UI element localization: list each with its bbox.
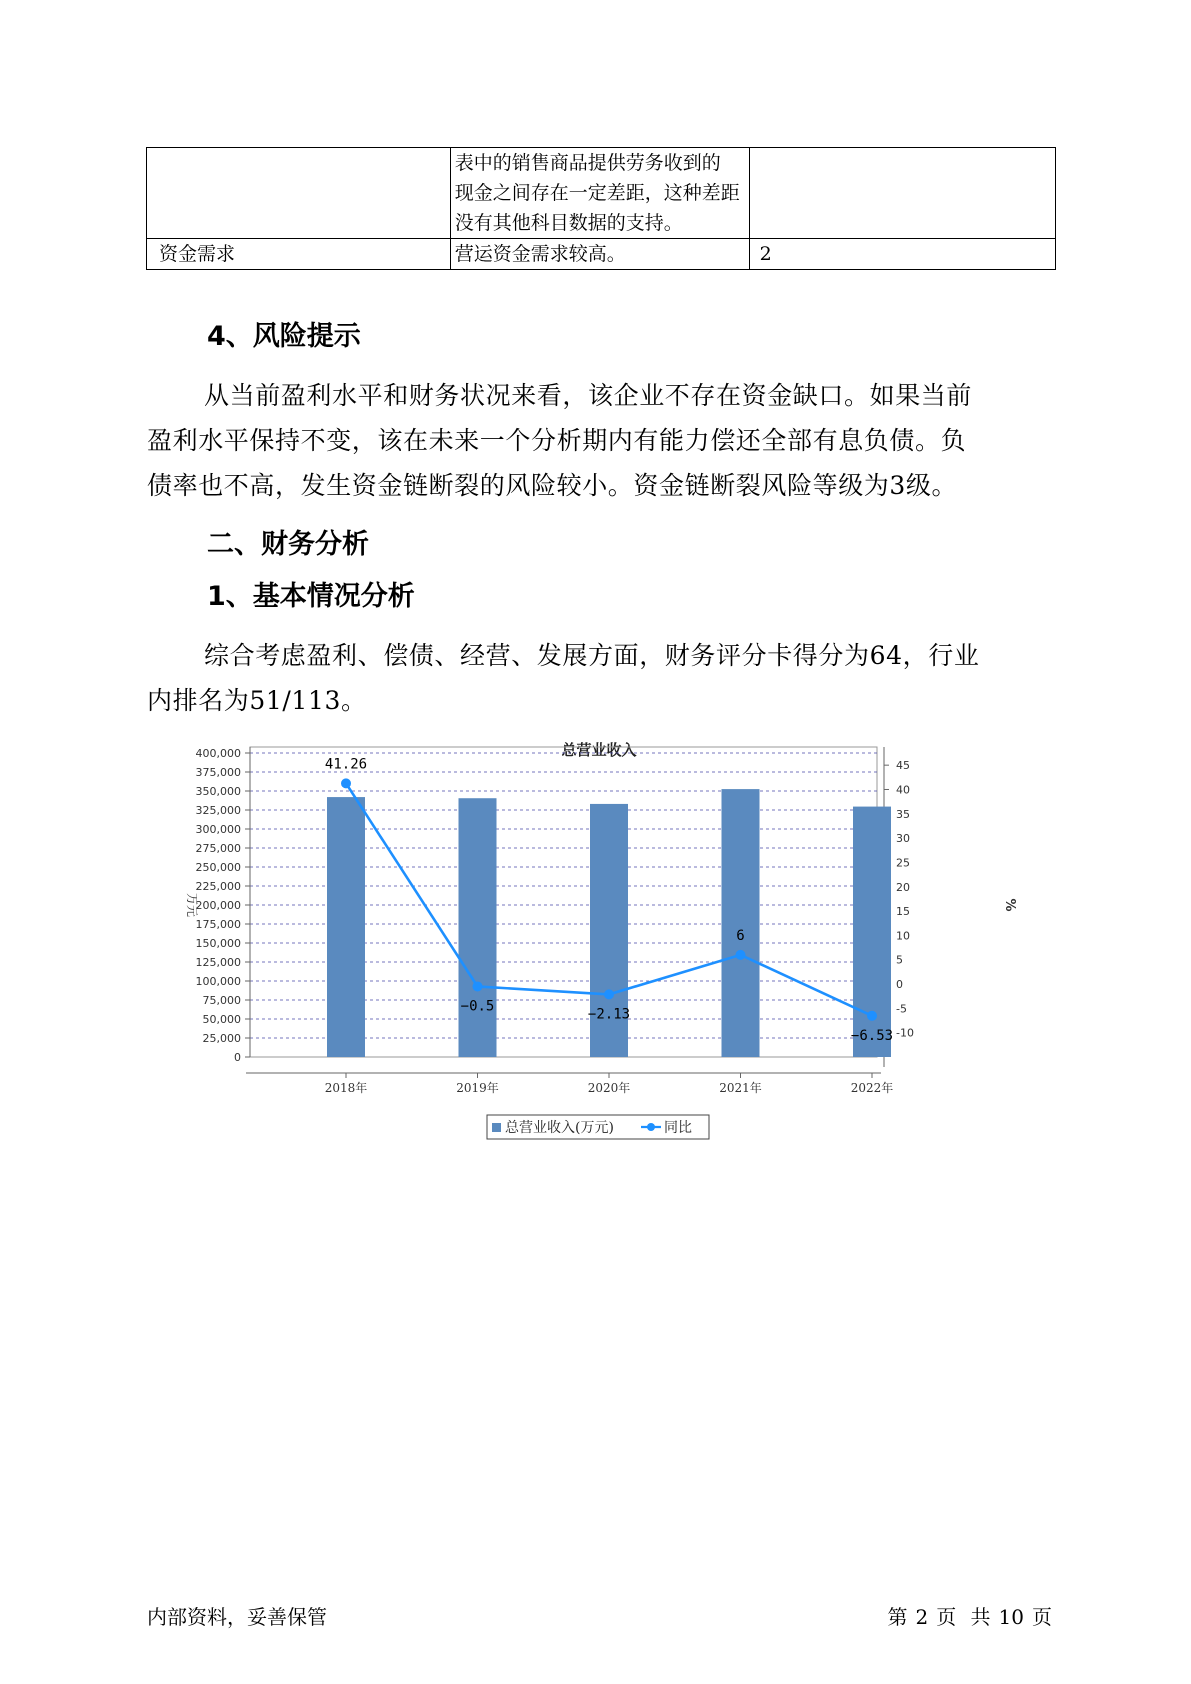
y-left-tick-label: 375,000 (195, 766, 241, 779)
y-left-tick-label: 275,000 (195, 842, 241, 855)
y-left-tick-label: 150,000 (195, 937, 241, 950)
y-left-axis-title: 万元 (185, 892, 199, 918)
y-right-tick-label: 0 (896, 978, 903, 992)
y-left-tick-label: 75,000 (202, 994, 241, 1007)
y-left-tick-label: 200,000 (195, 899, 241, 912)
legend-bar-swatch (492, 1123, 501, 1132)
x-tick-label: 2020年 (587, 1081, 631, 1095)
yoy-point (604, 989, 614, 999)
y-right-axis-title: % (1002, 898, 1017, 912)
x-tick-label: 2021年 (719, 1081, 762, 1095)
basic-paragraph (147, 633, 1047, 723)
y-left-tick-label: 250,000 (195, 861, 241, 874)
paragraph-line: 从当前盈利水平和财务状况来看，该企业不存在资金缺口。如果当前 (204, 381, 973, 410)
table-row (147, 148, 1056, 239)
y-left-tick-label: 125,000 (195, 956, 241, 969)
y-right-tick-label: 5 (896, 953, 903, 967)
chart-title: 总营业收入 (561, 741, 637, 759)
y-right-tick-label: 20 (896, 880, 910, 894)
yoy-point (341, 778, 351, 788)
revenue-chart (160, 740, 1030, 1210)
cell-text-line: 没有其他科目数据的支持。 (454, 212, 683, 234)
legend-line-label: 同比 (664, 1120, 692, 1136)
section-heading-risk: 4、风险提示 (207, 321, 361, 352)
y-left-tick-label: 50,000 (202, 1013, 241, 1026)
section-heading-finance: 二、财务分析 (207, 529, 369, 560)
y-left-tick-label: 100,000 (195, 975, 241, 988)
bar (459, 798, 497, 1057)
footer-page-prefix: 第 (887, 1605, 908, 1629)
risk-paragraph (147, 373, 1047, 508)
y-left-tick-label: 325,000 (195, 804, 241, 817)
section-heading-basic: 1、基本情况分析 (207, 581, 415, 612)
table-cell: 营运资金需求较高。 (450, 239, 749, 270)
x-tick-label: 2019年 (456, 1081, 499, 1095)
yoy-data-label: 41.26 (324, 756, 368, 773)
footer-page-mid: 页 (936, 1605, 957, 1629)
table-cell (749, 148, 1055, 239)
paragraph-line: 债率也不高，发生资金链断裂的风险较小。资金链断裂风险等级为3级。 (147, 471, 958, 500)
paragraph-line: 综合考虑盈利、偿债、经营、发展方面，财务评分卡得分为64，行业 (204, 641, 980, 670)
y-left-tick-label: 25,000 (202, 1032, 241, 1045)
y-left-tick-label: 175,000 (195, 918, 241, 931)
footer-total-num: 10 (998, 1605, 1024, 1629)
x-tick-label: 2022年 (850, 1081, 894, 1095)
x-tick-label: 2018年 (324, 1081, 368, 1095)
yoy-point (736, 950, 746, 960)
bar (327, 797, 365, 1057)
y-left-tick-label: 0 (234, 1051, 241, 1064)
revenue-chart-svg (160, 740, 1030, 1210)
risk-assessment-table (146, 147, 1056, 270)
paragraph-line: 盈利水平保持不变，该在未来一个分析期内有能力偿还全部有息负债。负 (147, 426, 967, 455)
legend-bar-label: 总营业收入(万元) (505, 1120, 614, 1136)
y-right-tick-label: 35 (896, 807, 910, 821)
y-right-tick-label: -10 (896, 1026, 914, 1040)
table-cell (147, 148, 451, 239)
y-left-tick-label: 350,000 (195, 785, 241, 798)
footer-confidential: 内部资料，妥善保管 (147, 1605, 327, 1629)
footer-total-suffix: 页 (1032, 1605, 1052, 1629)
y-right-tick-label: 10 (896, 929, 910, 943)
cell-text-line: 现金之间存在一定差距，这种差距 (454, 182, 740, 204)
legend-line-marker (647, 1123, 655, 1131)
y-right-tick-label: 15 (896, 905, 910, 919)
yoy-data-label: −2.13 (587, 1006, 631, 1023)
footer-total-prefix: 共 (970, 1605, 991, 1629)
table-cell (450, 148, 749, 239)
table-cell: 2 (749, 239, 1055, 270)
y-right-tick-label: -5 (896, 1002, 907, 1016)
table-cell: 资金需求 (147, 239, 451, 270)
yoy-data-label: −0.5 (460, 998, 495, 1015)
paragraph-line: 内排名为51/113。 (147, 686, 367, 715)
y-left-tick-label: 300,000 (195, 823, 241, 836)
bar (722, 789, 760, 1057)
y-right-tick-label: 25 (896, 856, 910, 870)
yoy-point (473, 981, 483, 991)
y-left-tick-label: 400,000 (195, 747, 241, 760)
y-right-tick-label: 45 (896, 759, 910, 773)
yoy-data-label: 6 (736, 927, 745, 944)
y-left-tick-label: 225,000 (195, 880, 241, 893)
yoy-point (867, 1011, 877, 1021)
y-right-tick-label: 40 (896, 783, 910, 797)
table-row (147, 239, 1056, 270)
cell-text-line: 表中的销售商品提供劳务收到的 (454, 152, 721, 174)
yoy-data-label: −6.53 (850, 1027, 894, 1044)
y-right-tick-label: 30 (896, 832, 910, 846)
footer-page-num: 2 (915, 1605, 929, 1629)
footer-page-number (883, 1601, 1056, 1630)
